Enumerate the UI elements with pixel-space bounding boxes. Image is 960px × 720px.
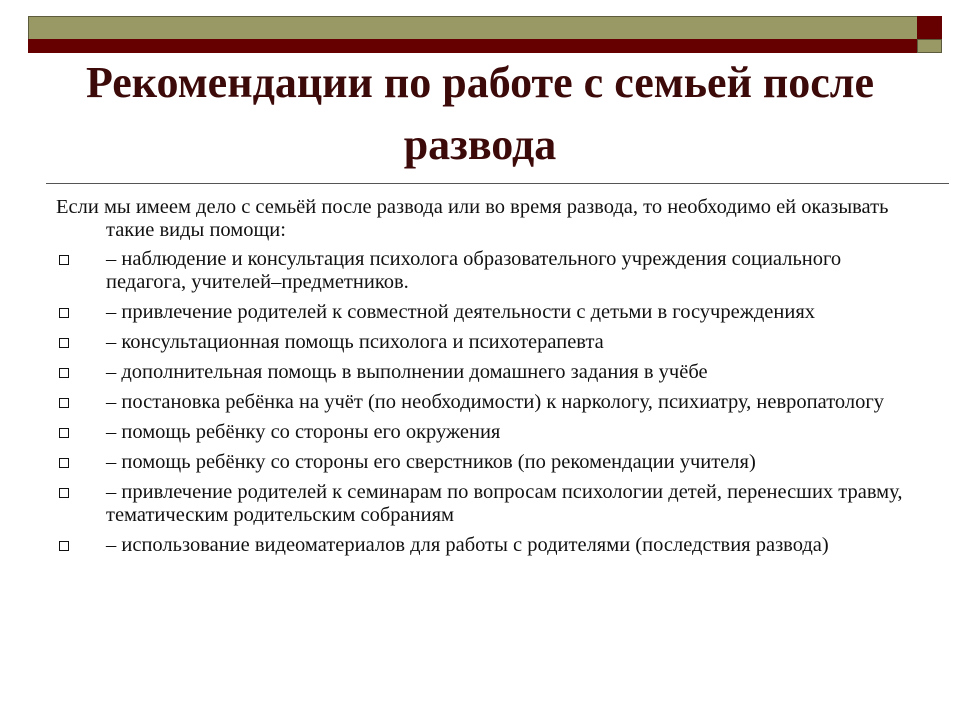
list-item-text: – привлечение родителей к совместной деятельности с детьми в госучреждениях — [106, 301, 816, 323]
list-item-text: – помощь ребёнку со стороны его сверстников (по рекомендации учителя) — [106, 451, 756, 473]
intro-text: Если мы имеем дело с семьёй после развода или во время развода, то необходимо ей оказывать такие виды помощи: — [56, 196, 889, 241]
list-item — [56, 451, 906, 474]
list-item — [56, 248, 906, 294]
list-item-text: – использование видеоматериалов для работы с родителями (последствия развода) — [106, 534, 829, 556]
list-item — [56, 361, 906, 384]
list-item-text: – постановка ребёнка на учёт (по необходимости) к наркологу, психиатру, невропатологу — [106, 391, 885, 413]
square-bullet-icon — [59, 458, 69, 468]
slide-title: Рекомендации по работе с семьей после развода — [85, 58, 875, 169]
list-item-text: – наблюдение и консультация психолога образовательного учреждения социального педагога, учителей–предметников. — [106, 248, 842, 293]
header-maroon-bar — [28, 39, 918, 53]
header-olive-square — [917, 39, 942, 53]
list-item — [56, 481, 906, 527]
square-bullet-icon — [59, 368, 69, 378]
square-bullet-icon — [59, 428, 69, 438]
list-item-text: – привлечение родителей к семинарам по вопросам психологии детей, перенесших травму, тематическим родительским собраниям — [106, 481, 903, 526]
list-item — [56, 391, 906, 414]
square-bullet-icon — [59, 338, 69, 348]
list-item — [56, 301, 906, 324]
header-maroon-square — [917, 16, 942, 40]
list-item-text: – консультационная помощь психолога и психотерапевта — [106, 331, 604, 353]
list-item-text: – дополнительная помощь в выполнении домашнего задания в учёбе — [106, 361, 708, 383]
square-bullet-icon — [59, 255, 69, 265]
slide-body — [56, 196, 906, 564]
list-item — [56, 534, 906, 557]
header-olive-bar — [28, 16, 918, 40]
square-bullet-icon — [59, 398, 69, 408]
list-item — [56, 331, 906, 354]
list-item — [56, 421, 906, 444]
square-bullet-icon — [59, 488, 69, 498]
square-bullet-icon — [59, 308, 69, 318]
list-item-text: – помощь ребёнку со стороны его окружения — [106, 421, 501, 443]
square-bullet-icon — [59, 541, 69, 551]
recommendation-list — [56, 248, 906, 557]
title-divider — [46, 183, 949, 184]
